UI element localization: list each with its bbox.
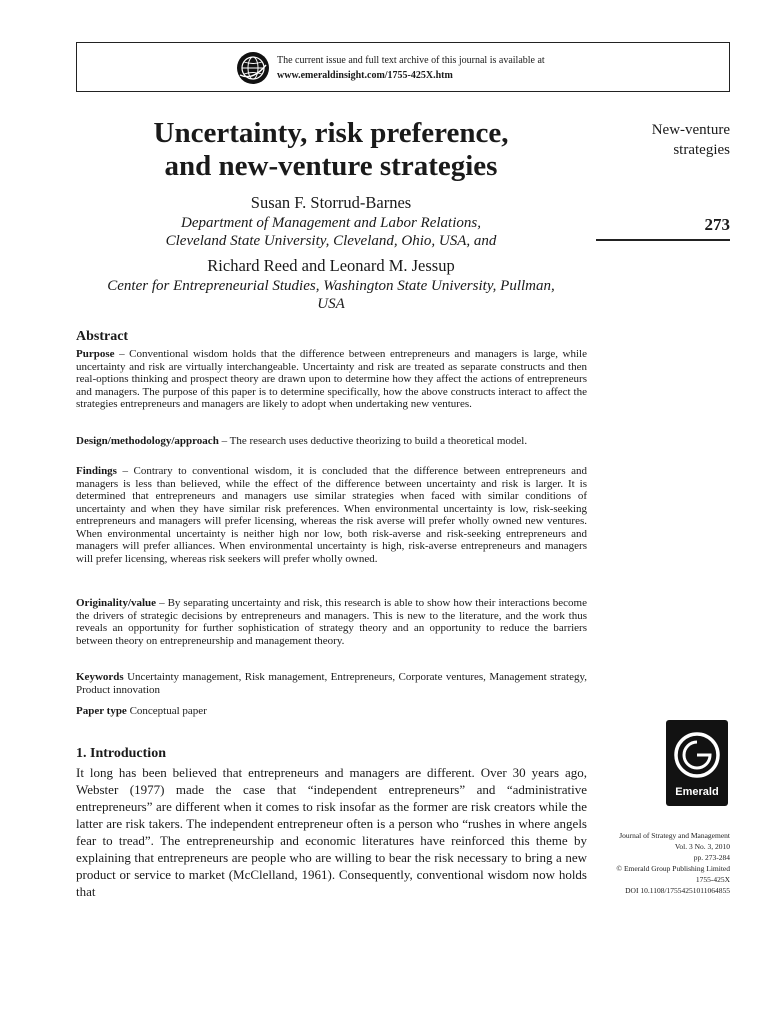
introduction-text: It long has been believed that entrepreneurs and managers are different. Over 30 years ago, Webster (1977) made the case that “independent entrepreneurs” and “administrative entrepreneurs” are different when it comes to risk insofar as the former are risk creators while the latter are risk takers. The independent entrepreneur often is a person who “rushes in where angels fear to tread”. The entrepreneurship and economic literatures have reinforced this theme by explaining that entrepreneurs are people who are willing to bear the risk necessary to bring a new product or service to market (McClelland, 1961). Consequently, conventional wisdom now holds that (76, 765, 587, 899)
author-2: Richard Reed and Leonard M. Jessup (207, 256, 455, 275)
journal-doi: DOI 10.1108/17554251011064855 (625, 886, 730, 895)
keywords-text: Uncertainty management, Risk management, Entrepreneurs, Corporate ventures, Management strategy, Product innovation (76, 671, 587, 696)
affiliation-2 (76, 277, 586, 313)
affiliation-2-line-2: USA (317, 296, 345, 312)
notice-line: The current issue and full text archive of this journal is available at (277, 55, 545, 66)
paper-type-label: Paper type (76, 705, 127, 717)
globe-icon (236, 51, 270, 85)
affiliation-2-line-1: Center for Entrepreneurial Studies, Washington State University, Pullman, (107, 278, 555, 294)
emerald-swirl-icon (666, 724, 728, 786)
keywords-label: Keywords (76, 671, 124, 683)
journal-citation-info (580, 830, 730, 896)
affiliation-1 (76, 214, 586, 250)
running-head-line-1: New-venture (651, 122, 730, 138)
page-number-rule (596, 239, 730, 241)
design-text: – The research uses deductive theorizing to build a theoretical model. (218, 435, 528, 447)
abstract-purpose (76, 348, 587, 411)
design-label: Design/methodology/approach (76, 435, 219, 447)
findings-text: – Contrary to conventional wisdom, it is concluded that the difference between entrepreneurs and managers is less than believed, while the effect of the difference between uncertainty and risk is larger. It is determined that entrepreneurs and managers use similar strategies when faced with similar conditions of uncertainty and when they have similar risk preferences. When environmental uncertainty is low, risk-seeking entrepreneurs and managers will prefer licensing, whereas the risk averse will prefer wholly owned new ventures. When environmental uncertainty is neither high nor low, both risk-averse and risk-seeking entrepreneurs and managers will prefer alliances. When environmental uncertainty is high, risk-averse entrepreneurs and managers will prefer licensing, whereas risk seekers will prefer wholly owned. (76, 465, 587, 565)
abstract-originality (76, 597, 587, 647)
journal-name: Journal of Strategy and Management (619, 831, 730, 840)
affiliation-1-line-2: Cleveland State University, Cleveland, Ohio, USA, and (165, 233, 497, 249)
originality-label: Originality/value (76, 597, 157, 609)
page-number: 273 (704, 215, 730, 234)
journal-pages: pp. 273-284 (693, 853, 730, 862)
title-line-1: Uncertainty, risk preference, (153, 117, 509, 149)
journal-volume: Vol. 3 No. 3, 2010 (674, 842, 730, 851)
emerald-logo-text: Emerald (675, 786, 719, 798)
purpose-label: Purpose (76, 348, 115, 360)
running-head (596, 120, 730, 160)
notice-text (277, 53, 545, 83)
journal-copyright: © Emerald Group Publishing Limited (616, 864, 730, 873)
journal-availability-notice (76, 42, 730, 92)
notice-url-link[interactable]: www.emeraldinsight.com/1755-425X.htm (277, 70, 453, 81)
abstract-heading: Abstract (76, 329, 129, 344)
title-line-2: and new-venture strategies (164, 150, 498, 182)
abstract-keywords (76, 671, 587, 696)
purpose-text: – Conventional wisdom holds that the difference between entrepreneurs and managers is large, while uncertainty and risk are virtually interchangeable. Uncertainty and risk are treated as separate constructs and then real-options thinking and prospect theory are drawn upon to determine how they affect the actions of entrepreneurs and managers. The purpose of this paper is to determine specifically, how the above constructs interact to affect the strategies entrepreneurs and managers are likely to adopt when undertaking new ventures. (76, 348, 587, 410)
article-title (76, 117, 586, 183)
paper-type-text: Conceptual paper (126, 705, 207, 717)
abstract-paper-type (76, 705, 587, 718)
running-head-line-2: strategies (673, 142, 730, 158)
affiliation-1-line-1: Department of Management and Labor Relations, (181, 215, 481, 231)
emerald-logo (666, 720, 728, 806)
abstract-design (76, 435, 587, 448)
originality-text: – By separating uncertainty and risk, this research is able to show how their interactions become the drivers of strategic decisions by entrepreneurs and managers. This is new to the literature, and the work thus reveals an opportunity for further sophistication of strategy theory and an opportunity to reduce the barriers between theory on entrepreneurship and management theory. (76, 597, 587, 647)
abstract-findings (76, 465, 587, 565)
author-1: Susan F. Storrud-Barnes (250, 193, 412, 212)
introduction-heading: 1. Introduction (76, 746, 166, 761)
findings-label: Findings (76, 465, 117, 477)
journal-issn: 1755-425X (695, 875, 730, 884)
